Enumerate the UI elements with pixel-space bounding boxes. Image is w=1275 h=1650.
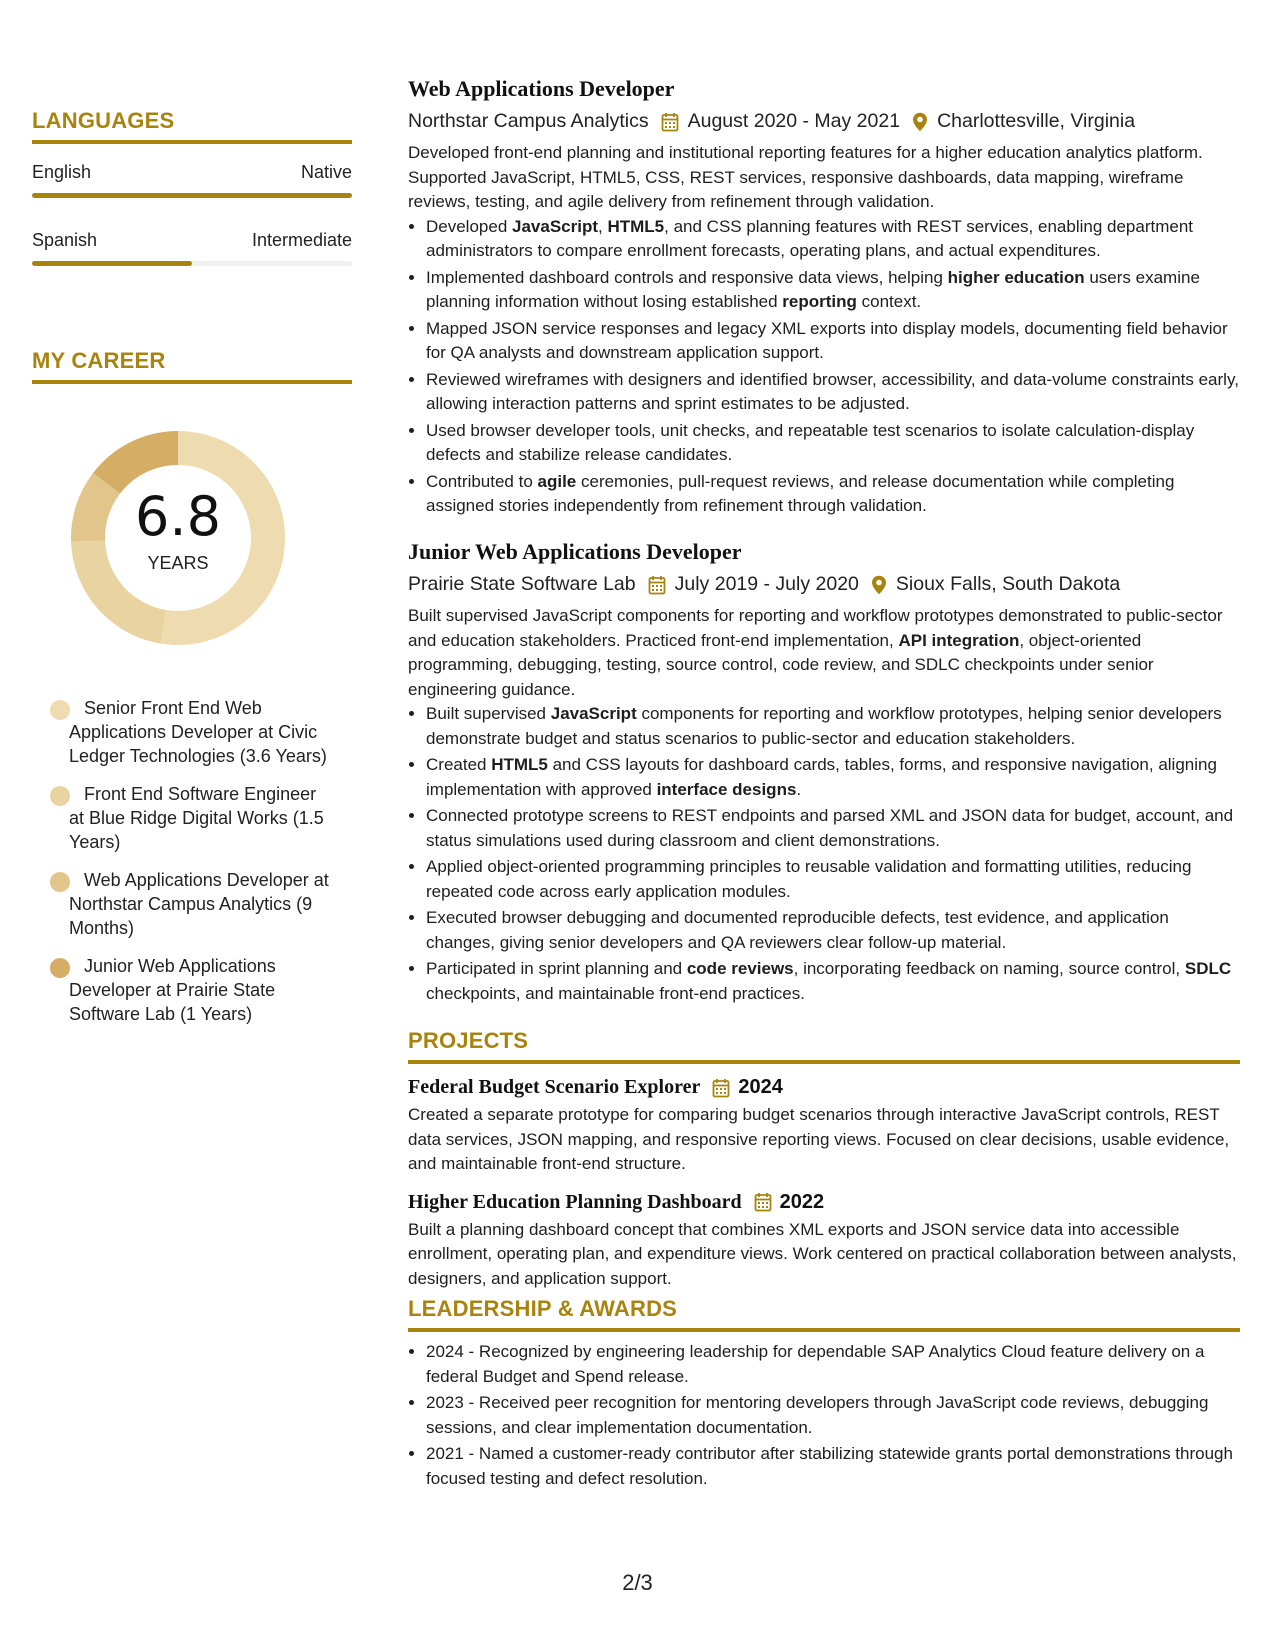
language-proficiency-bar xyxy=(32,193,352,198)
career-legend-label: Front End Software Engineer at Blue Ridge Digital Works (1.5 Years) xyxy=(69,784,324,852)
job-bullet: • Mapped JSON service responses and legacy XML exports into display models, documenting field behavior for QA analysts and downstream application support. xyxy=(426,317,1240,366)
job-bullet: • Implemented dashboard controls and responsive data views, helping higher education users examine planning information without losing established reporting context. xyxy=(426,266,1240,315)
career-legend-item xyxy=(50,954,330,1040)
job-bullet: • Connected prototype screens to REST endpoints and parsed XML and JSON data for budget, account, and status simulations used during classroom and client demonstrations. xyxy=(426,804,1240,853)
job-title: Web Applications Developer xyxy=(408,76,675,101)
job-bullet: • Applied object-oriented programming principles to reusable validation and formatting utilities, reducing repeated code across early application modules. xyxy=(426,855,1240,904)
awards-heading: LEADERSHIP & AWARDS xyxy=(408,1296,1240,1332)
career-legend-item xyxy=(50,782,330,868)
career-legend-label: Senior Front End Web Applications Developer at Civic Ledger Technologies (3.6 Years) xyxy=(69,698,327,766)
award-item: • 2021 - Named a customer-ready contributor after stabilizing statewide grants portal demonstrations through focused testing and defect resolution. xyxy=(426,1442,1240,1491)
career-legend-item xyxy=(50,868,330,954)
job-location: Sioux Falls, South Dakota xyxy=(895,573,1121,595)
job-bullets xyxy=(408,215,1240,519)
job-meta xyxy=(408,110,1240,133)
job-bullet: • Contributed to agile ceremonies, pull-request reviews, and release documentation while completing assigned stories independently from refinement through validation. xyxy=(426,470,1240,519)
language-name: Spanish xyxy=(32,230,98,250)
language-proficiency-fill xyxy=(32,261,192,266)
language-item xyxy=(32,162,352,198)
job-dates: July 2019 - July 2020 xyxy=(674,573,859,595)
project-title xyxy=(408,1076,1240,1099)
legend-dot-icon xyxy=(50,872,70,892)
languages-heading: LANGUAGES xyxy=(32,108,352,144)
awards-section xyxy=(408,1278,1240,1493)
calendar-icon xyxy=(661,112,679,132)
career-total-years: 6.8 xyxy=(135,485,221,548)
project-title xyxy=(408,1191,1240,1214)
career-legend-label: Junior Web Applications Developer at Prairie State Software Lab (1 Years) xyxy=(69,956,276,1024)
projects-heading: PROJECTS xyxy=(408,1028,1240,1064)
awards-list xyxy=(408,1340,1240,1491)
language-name: English xyxy=(32,162,92,182)
calendar-icon xyxy=(712,1078,730,1098)
job-bullets xyxy=(408,702,1240,1006)
project-year: 2022 xyxy=(779,1190,825,1213)
language-level: Native xyxy=(300,162,352,182)
job-bullet: • Executed browser debugging and documented reproducible defects, test evidence, and application changes, giving senior developers and QA reviewers clear follow-up material. xyxy=(426,906,1240,955)
job-company: Prairie State Software Lab xyxy=(408,573,636,595)
calendar-icon xyxy=(754,1192,772,1212)
job-title: Junior Web Applications Developer xyxy=(408,539,742,564)
job-location: Charlottesville, Virginia xyxy=(937,110,1136,132)
project-name: Higher Education Planning Dashboard xyxy=(408,1190,742,1213)
legend-dot-icon xyxy=(50,700,70,720)
projects-section xyxy=(408,1010,1240,1291)
location-pin-icon xyxy=(871,575,887,595)
award-item: • 2024 - Recognized by engineering leadership for dependable SAP Analytics Cloud feature delivery on a federal Budget and Spend release. xyxy=(426,1340,1240,1389)
job-entry xyxy=(408,76,1240,521)
career-donut-chart xyxy=(65,425,291,651)
job-summary: Built supervised JavaScript components for reporting and workflow prototypes demonstrated to public-sector and education stakeholders. Practiced front-end implementation, API integration, object-oriented programming, debugging, testing, source control, code review, and SDLC checkpoints under senior engineering guidance. xyxy=(408,606,1223,699)
career-total-unit: YEARS xyxy=(147,553,209,573)
career-legend-item xyxy=(50,696,330,782)
job-dates: August 2020 - May 2021 xyxy=(687,110,901,132)
award-item: • 2023 - Received peer recognition for mentoring developers through JavaScript code reviews, debugging sessions, and clear implementation documentation. xyxy=(426,1391,1240,1440)
job-company: Northstar Campus Analytics xyxy=(408,110,649,132)
job-bullet: • Participated in sprint planning and code reviews, incorporating feedback on naming, source control, SDLC checkpoints, and maintainable front-end practices. xyxy=(426,957,1240,1006)
project-year: 2024 xyxy=(738,1076,783,1098)
project-description: Created a separate prototype for comparing budget scenarios through interactive JavaScript controls, REST data services, JSON mapping, and responsive reporting views. Focused on clear decisions, usable evidence, and maintainable front-end structure. xyxy=(408,1105,1230,1173)
career-heading: MY CAREER xyxy=(32,348,352,384)
job-summary: Developed front-end planning and institutional reporting features for a higher education analytics platform. Supported JavaScript, HTML5, CSS, REST services, responsive dashboards, data mapping, wireframe reviews, testing, and agile delivery from refinement through validation. xyxy=(408,143,1203,211)
language-level: Intermediate xyxy=(251,230,352,250)
job-entry xyxy=(408,539,1240,1008)
job-bullet: • Reviewed wireframes with designers and identified browser, accessibility, and data-volume constraints early, allowing interaction patterns and sprint estimates to be adjusted. xyxy=(426,368,1240,417)
job-bullet: • Used browser developer tools, unit checks, and repeatable test scenarios to isolate calculation-display defects and stabilize release candidates. xyxy=(426,419,1240,468)
language-proficiency-fill xyxy=(32,193,352,198)
location-pin-icon xyxy=(912,112,928,132)
calendar-icon xyxy=(648,575,666,595)
legend-dot-icon xyxy=(50,786,70,806)
page-number: 2/3 xyxy=(622,1570,653,1595)
project-description: Built a planning dashboard concept that combines XML exports and JSON service data into accessible enrollment, operating plan, and expenditure views. Work centered on practical collaboration between analysts, designers, and application support. xyxy=(408,1219,1237,1288)
job-meta xyxy=(408,573,1240,596)
language-proficiency-bar xyxy=(32,261,352,266)
legend-dot-icon xyxy=(50,958,70,978)
career-legend-label: Web Applications Developer at Northstar Campus Analytics (9 Months) xyxy=(69,870,329,938)
career-legend xyxy=(50,696,330,1040)
job-bullet: • Created HTML5 and CSS layouts for dashboard cards, tables, forms, and responsive navigation, aligning implementation with approved interface designs. xyxy=(426,753,1240,802)
project-name: Federal Budget Scenario Explorer xyxy=(408,1076,701,1098)
job-bullet: • Built supervised JavaScript components for reporting and workflow prototypes, helping senior developers demonstrate budget and status scenarios to public-sector and education stakeholders. xyxy=(426,702,1240,751)
language-item xyxy=(32,230,352,266)
job-bullet: • Developed JavaScript, HTML5, and CSS planning features with REST services, enabling department administrators to compare enrollment forecasts, operating plans, and actual expenditures. xyxy=(426,215,1240,264)
